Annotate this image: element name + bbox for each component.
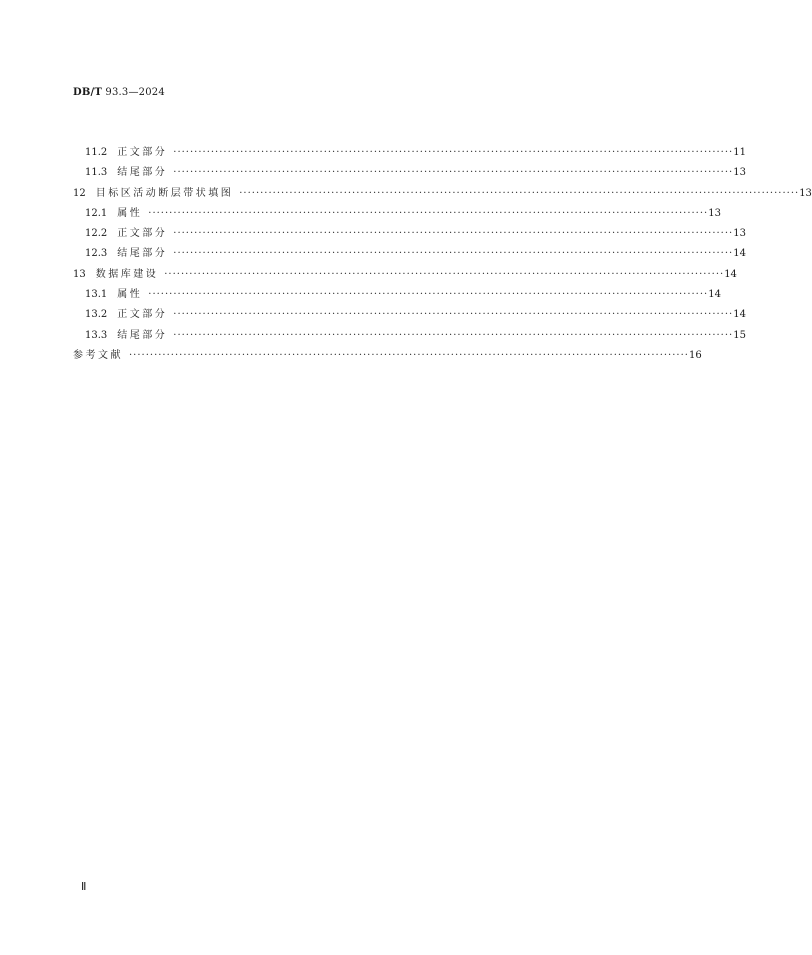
- toc-entry-page: 13: [733, 228, 746, 240]
- table-of-contents: [73, 143, 812, 366]
- toc-entry-page: 13: [708, 207, 721, 219]
- toc-entry-13-2[interactable]: [73, 305, 746, 325]
- toc-entry-number: 13.3: [85, 329, 108, 341]
- toc-entry-12-3[interactable]: [73, 244, 746, 264]
- toc-entry-title: 正文部分: [117, 228, 168, 240]
- toc-entry-title: 属性: [117, 207, 143, 219]
- toc-entry-11-2[interactable]: [73, 143, 746, 163]
- toc-leader-dots: ······································································································································: [239, 187, 800, 199]
- toc-entry-page: 14: [708, 289, 721, 301]
- toc-entry-page: 13: [799, 187, 812, 199]
- toc-entry-title: 属性: [117, 289, 143, 301]
- toc-leader-dots: ······································································································································: [173, 248, 734, 260]
- toc-entry-title: 目标区活动断层带状填图: [95, 187, 234, 199]
- toc-entry-title: 结尾部分: [117, 329, 168, 341]
- toc-entry-title: 正文部分: [117, 309, 168, 321]
- toc-entry-12-2[interactable]: [73, 224, 746, 244]
- toc-entry-page: 14: [733, 248, 746, 260]
- toc-leader-dots: ······································································································································: [148, 289, 709, 301]
- toc-entry-number: 13.1: [85, 289, 108, 301]
- toc-entry-page: 16: [688, 349, 702, 361]
- toc-leader-dots: ······································································································································: [148, 207, 709, 219]
- toc-leader-dots: ······································································································································: [173, 167, 734, 179]
- toc-entry-11-3[interactable]: [73, 163, 746, 183]
- standard-number: 93.3—2024: [105, 87, 165, 98]
- toc-entry-13-3[interactable]: [73, 326, 746, 346]
- toc-entry-number: 11.3: [85, 167, 108, 179]
- toc-entry-13[interactable]: [73, 265, 737, 285]
- toc-entry-number: 13.2: [85, 309, 108, 321]
- toc-entry-number: 12: [73, 187, 86, 199]
- toc-entry-13-1[interactable]: [73, 285, 721, 305]
- toc-leader-dots: ······································································································································: [173, 147, 734, 158]
- toc-entry-title: 参考文献: [73, 349, 123, 361]
- toc-entry-page: 13: [733, 167, 746, 179]
- toc-leader-dots: ······································································································································: [173, 228, 734, 240]
- toc-entry-number: 13: [73, 268, 86, 280]
- toc-entry-12[interactable]: [73, 184, 812, 204]
- toc-entry-page: 14: [724, 268, 737, 280]
- toc-entry-page: 11: [733, 147, 746, 158]
- toc-entry-page: 14: [733, 309, 746, 321]
- toc-leader-dots: ······································································································································: [129, 349, 689, 361]
- toc-entry-title: 结尾部分: [117, 248, 168, 260]
- toc-entry-references[interactable]: [73, 346, 702, 366]
- toc-leader-dots: ······································································································································: [173, 329, 734, 341]
- toc-entry-number: 12.3: [85, 248, 108, 260]
- toc-entry-page: 15: [733, 329, 746, 341]
- toc-entry-title: 正文部分: [117, 147, 168, 158]
- toc-leader-dots: ······································································································································: [173, 309, 734, 321]
- toc-entry-number: 11.2: [85, 147, 108, 158]
- toc-leader-dots: ······································································································································: [164, 268, 725, 280]
- page-number: Ⅱ: [81, 880, 87, 893]
- toc-entry-number: 12.1: [85, 207, 108, 219]
- toc-entry-title: 结尾部分: [117, 167, 168, 179]
- document-header: [73, 87, 165, 98]
- toc-entry-12-1[interactable]: [73, 204, 721, 224]
- toc-entry-number: 12.2: [85, 228, 108, 240]
- toc-entry-title: 数据库建设: [95, 268, 159, 280]
- standard-code: DB/T: [73, 87, 103, 98]
